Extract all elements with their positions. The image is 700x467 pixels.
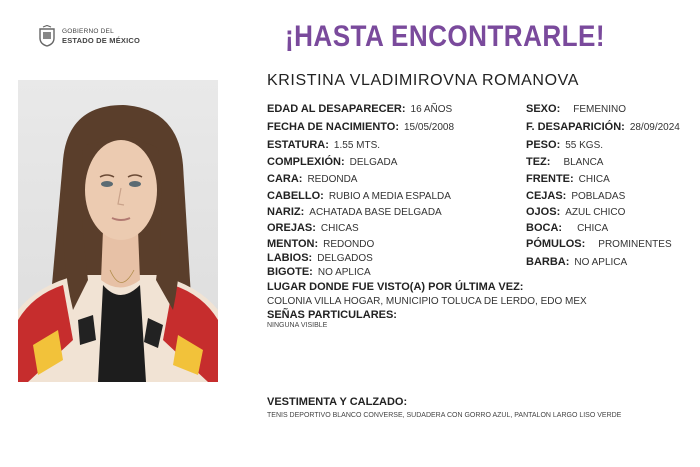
senas-label: SEÑAS PARTICULARES:: [267, 309, 397, 321]
field-peso-value: 55 KGS.: [565, 140, 604, 151]
coat-of-arms-icon: [38, 25, 56, 47]
field-ojos-value: AZUL CHICO: [565, 207, 626, 218]
logo-line-1: GOBIERNO DEL: [62, 28, 114, 35]
field-sexo: [526, 103, 626, 116]
field-peso: [526, 139, 603, 152]
vestimenta-value: TENIS DEPORTIVO BLANCO CONVERSE, SUDADERA CON GORRO AZUL, PANTALON LARGO LISO VERDE: [267, 412, 622, 419]
field-boca: [526, 222, 608, 235]
person-photo: [18, 80, 218, 382]
field-bigote: [267, 266, 371, 279]
field-barba-label: BARBA:: [526, 256, 570, 268]
field-cara-value: REDONDA: [307, 174, 358, 185]
field-barba-value: NO APLICA: [574, 257, 628, 268]
field-cara: [267, 173, 357, 186]
field-tez-label: TEZ:: [526, 156, 551, 168]
field-orejas: [267, 222, 359, 235]
missing-person-name: KRISTINA VLADIMIROVNA ROMANOVA: [267, 72, 579, 89]
field-complexion-label: COMPLEXIÓN:: [267, 156, 345, 168]
logo-line-2: ESTADO DE MÉXICO: [62, 36, 141, 45]
field-frente-value: CHICA: [578, 174, 610, 185]
field-desaparicion-label: F. DESAPARICIÓN:: [526, 121, 625, 133]
field-nacimiento-value: 15/05/2008: [404, 122, 455, 133]
field-frente-label: FRENTE:: [526, 173, 574, 185]
field-labios-label: LABIOS:: [267, 252, 313, 264]
senas-value: NINGUNA VISIBLE: [267, 322, 328, 329]
field-frente: [526, 173, 610, 186]
field-cejas-value: POBLADAS: [571, 191, 626, 202]
field-cabello-value: RUBIO A MEDIA ESPALDA: [328, 191, 451, 202]
field-nariz-label: NARIZ:: [267, 206, 305, 218]
field-bigote-value: NO APLICA: [317, 267, 371, 278]
field-labios-value: DELGADOS: [317, 253, 373, 264]
field-labios: [267, 252, 373, 265]
field-menton-label: MENTON:: [267, 238, 319, 250]
field-desaparicion-value: 28/09/2024: [629, 122, 680, 133]
field-edad-value: 16 AÑOS: [410, 104, 453, 115]
field-ojos-label: OJOS:: [526, 206, 561, 218]
field-bigote-label: BIGOTE:: [267, 266, 313, 278]
field-boca-label: BOCA:: [526, 222, 563, 234]
field-pomulos: [526, 238, 672, 251]
field-ojos: [526, 206, 625, 219]
field-sexo-label: SEXO:: [526, 103, 561, 115]
field-edad-label: EDAD AL DESAPARECER:: [267, 103, 406, 115]
portrait-illustration: [18, 80, 218, 382]
field-estatura: [267, 139, 380, 152]
field-menton: [267, 238, 374, 251]
field-cabello: [267, 190, 451, 203]
field-orejas-label: OREJAS:: [267, 222, 316, 234]
field-cejas-label: CEJAS:: [526, 190, 567, 202]
vestimenta-label: VESTIMENTA Y CALZADO:: [267, 396, 408, 408]
field-boca-value: CHICA: [577, 223, 609, 234]
field-estatura-value: 1.55 MTS.: [333, 140, 381, 151]
lugar-value: COLONIA VILLA HOGAR, MUNICIPIO TOLUCA DE LERDO, EDO MEX: [267, 296, 587, 307]
field-tez-value: BLANCA: [563, 157, 604, 168]
field-peso-label: PESO:: [526, 139, 561, 151]
field-pomulos-value: PROMINENTES: [598, 239, 672, 250]
field-complexion: [267, 156, 397, 169]
field-orejas-value: CHICAS: [320, 223, 359, 234]
field-cabello-label: CABELLO:: [267, 190, 324, 202]
field-complexion-value: DELGADA: [349, 157, 398, 168]
field-barba: [526, 256, 627, 269]
field-cara-label: CARA:: [267, 173, 303, 185]
field-estatura-label: ESTATURA:: [267, 139, 329, 151]
logo-text: [62, 27, 140, 45]
field-nariz: [267, 206, 442, 219]
field-pomulos-label: PÓMULOS:: [526, 238, 586, 250]
field-desaparicion: [526, 121, 680, 134]
state-government-logo: [38, 25, 140, 47]
field-tez: [526, 156, 603, 169]
lugar-label: LUGAR DONDE FUE VISTO(A) POR ÚLTIMA VEZ:: [267, 281, 524, 293]
field-sexo-value: FEMENINO: [573, 104, 627, 115]
field-menton-value: REDONDO: [323, 239, 375, 250]
headline: ¡HASTA ENCONTRARLE!: [285, 20, 605, 53]
field-nacimiento-label: FECHA DE NACIMIENTO:: [267, 121, 399, 133]
field-nacimiento: [267, 121, 454, 134]
field-nariz-value: ACHATADA BASE DELGADA: [309, 207, 442, 218]
field-edad: [267, 103, 452, 116]
field-cejas: [526, 190, 625, 203]
